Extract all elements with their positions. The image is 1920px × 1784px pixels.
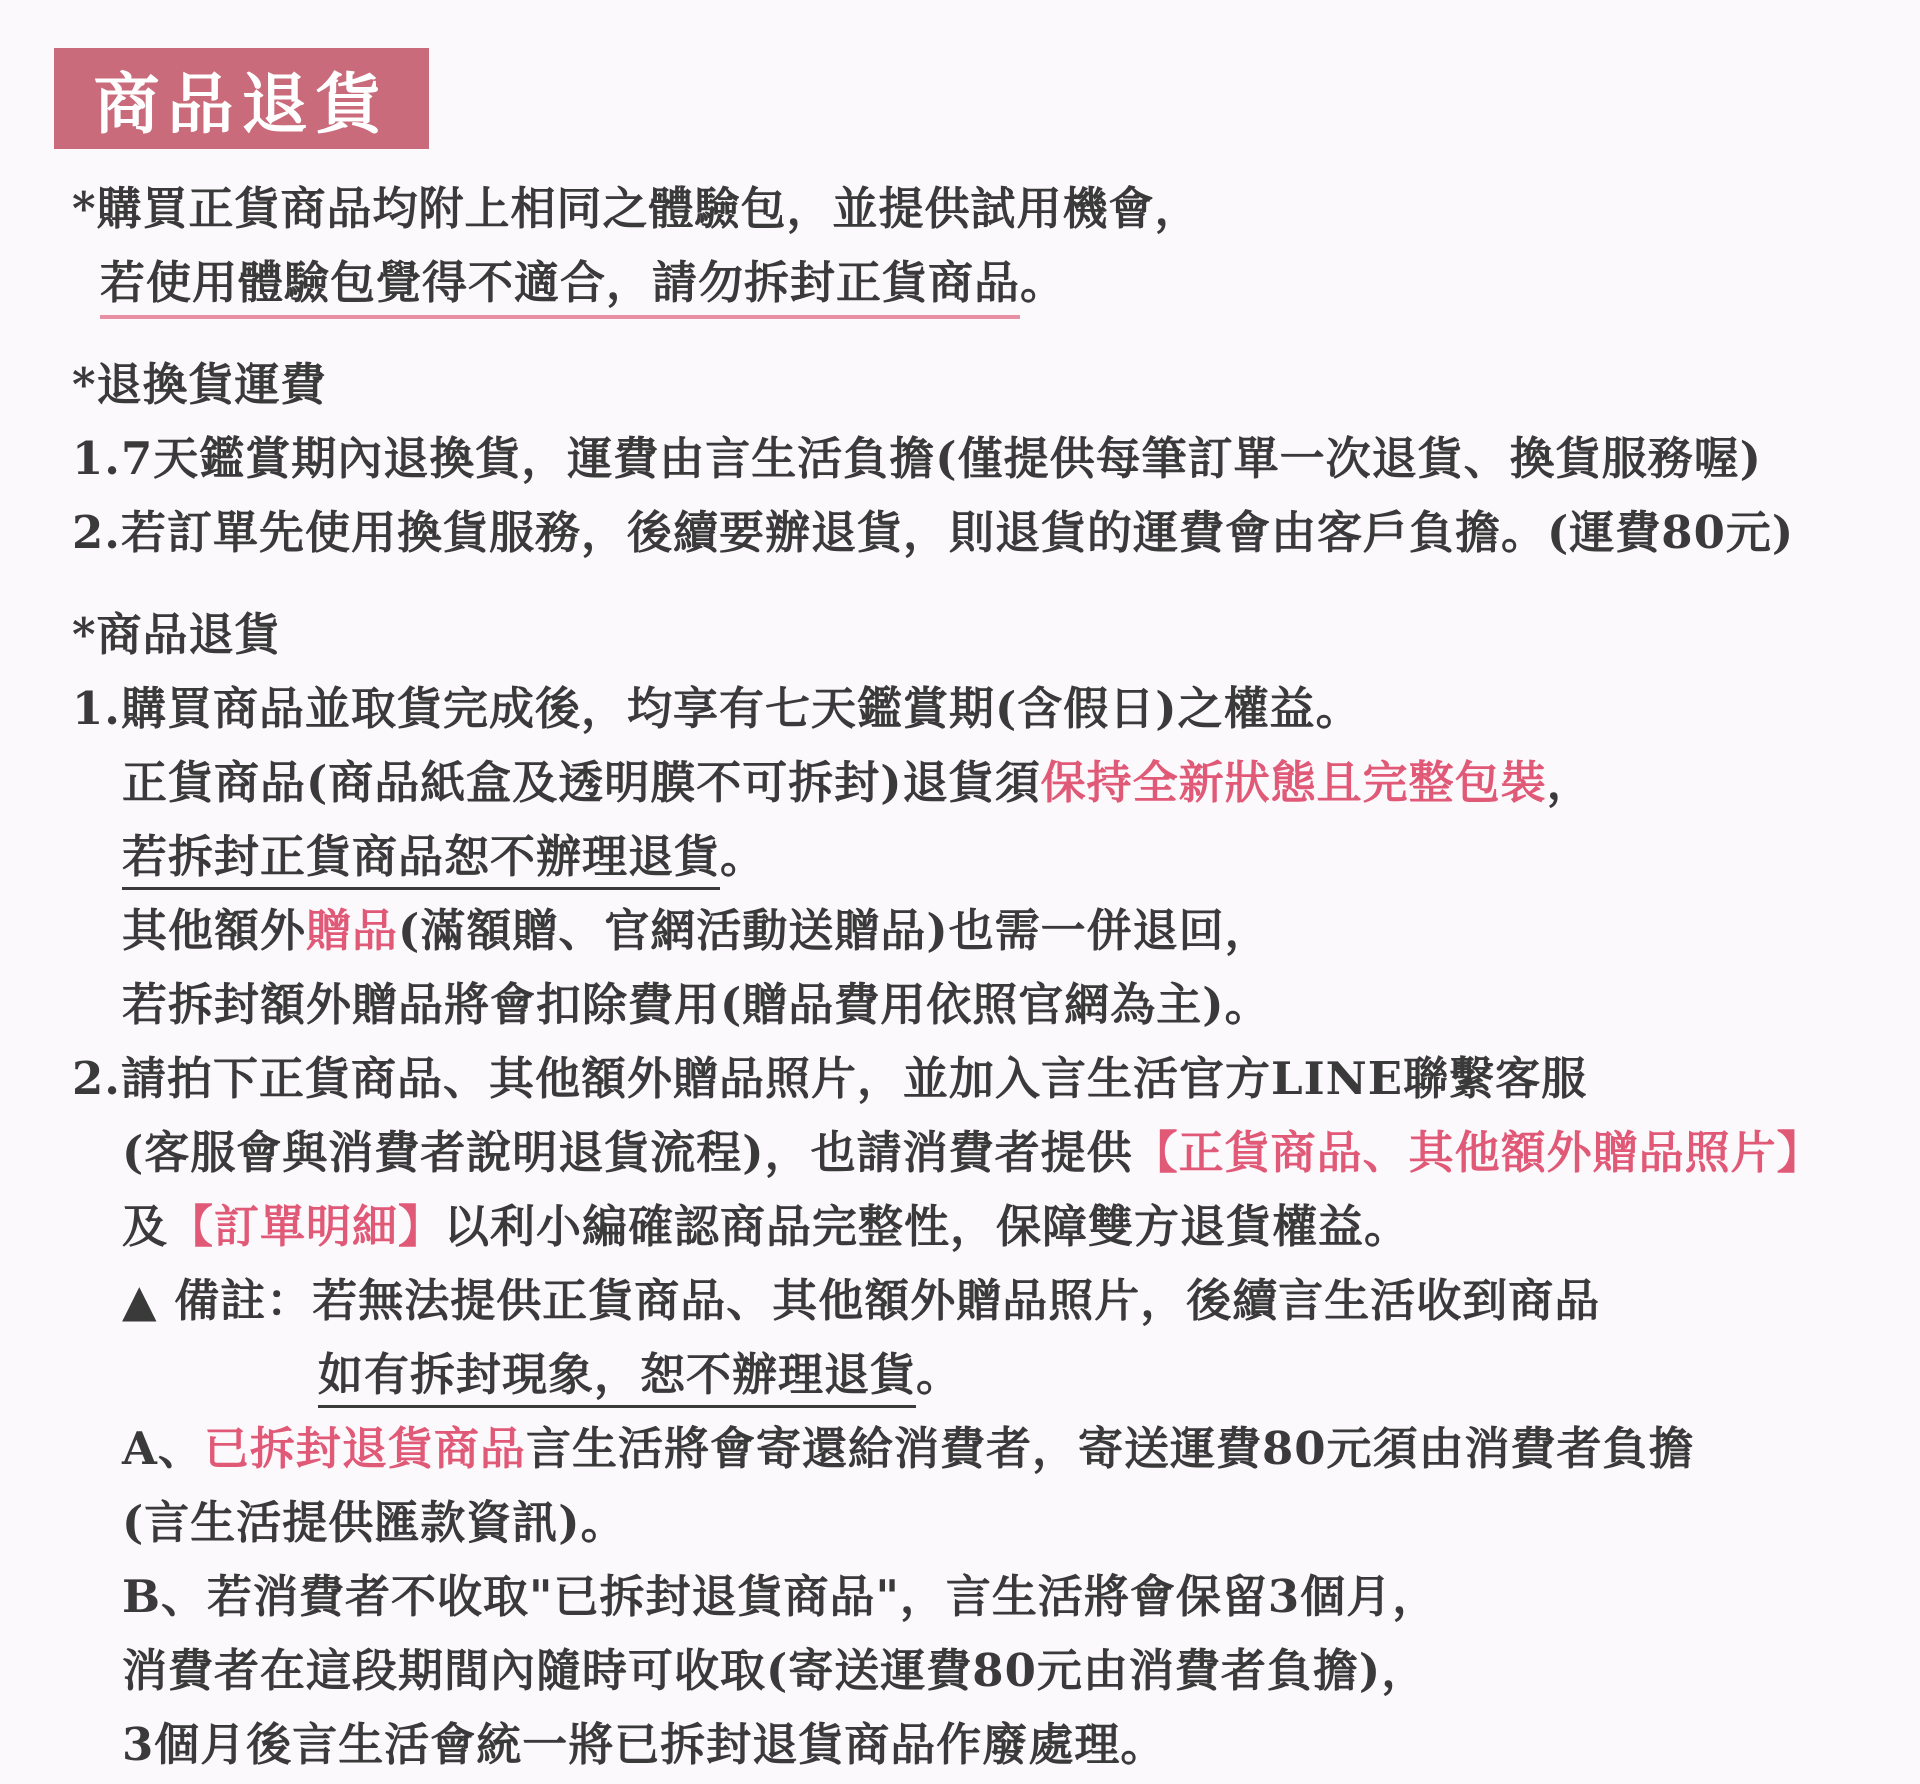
- intro-warning-underlined: 若使用體驗包覺得不適合，請勿拆封正貨商品: [100, 256, 1020, 319]
- option-b-line-3: 3個月後言生活會統一將已拆封退貨商品作廢處理。: [122, 1718, 1167, 1771]
- intro-line-1: *購買正貨商品均附上相同之體驗包，並提供試用機會，: [72, 182, 1201, 235]
- highlight-condition: 保持全新狀態且完整包裝: [1040, 756, 1547, 809]
- option-a-line-1: A、已拆封退貨商品言生活將會寄還給消費者，寄送運費80元須由消費者負擔: [122, 1422, 1695, 1475]
- highlight-gift: 贈品: [306, 904, 399, 957]
- intro-line-2: 若使用體驗包覺得不適合，請勿拆封正貨商品。: [72, 246, 1890, 320]
- shipping-heading: *退換貨運費: [72, 358, 327, 411]
- return-policy-content: [72, 172, 1890, 1782]
- returns-p1-line-1: 1.購買商品並取貨完成後，均享有七天鑑賞期(含假日)之權益。: [72, 682, 1362, 735]
- section-title-banner: [54, 48, 429, 149]
- option-b-line-1: B、若消費者不收取"已拆封退貨商品"，言生活將會保留3個月，: [122, 1570, 1439, 1623]
- returns-p1-line-3: 若拆封正貨商品恕不辦理退貨。: [72, 820, 1890, 894]
- returns-p1-line-5: 若拆封額外贈品將會扣除費用(贈品費用依照官網為主)。: [122, 978, 1271, 1031]
- highlight-photos: 【正貨商品、其他額外贈品照片】: [1132, 1126, 1823, 1179]
- note-line-1: ▲ 備註：若無法提供正貨商品、其他額外贈品照片，後續言生活收到商品: [122, 1274, 1601, 1327]
- option-b-line-2: 消費者在這段期間內隨時可收取(寄送運費80元由消費者負擔)，: [122, 1644, 1428, 1697]
- returns-p2-line-1: 2.請拍下正貨商品、其他額外贈品照片，並加入言生活官方LINE聯繫客服: [72, 1052, 1588, 1105]
- shipping-item-2: 2.若訂單先使用換貨服務，後續要辦退貨，則退貨的運費會由客戶負擔。(運費80元): [72, 506, 1795, 559]
- highlight-order-details: 【訂單明細】: [168, 1200, 445, 1253]
- highlight-opened-item: 已拆封退貨商品: [203, 1422, 526, 1475]
- returns-p1-line-4: 其他額外贈品(滿額贈、官網活動送贈品)也需一併退回，: [122, 904, 1271, 957]
- shipping-item-1: 1.7天鑑賞期內退換貨，運費由言生活負擔(僅提供每筆訂單一次退貨、換貨服務喔): [72, 432, 1762, 485]
- note-line-2: 如有拆封現象，恕不辦理退貨。: [72, 1338, 1890, 1412]
- returns-heading: *商品退貨: [72, 608, 281, 661]
- option-a-line-2: (言生活提供匯款資訊)。: [122, 1496, 627, 1549]
- returns-p1-line-2: 正貨商品(商品紙盒及透明膜不可拆封)退貨須保持全新狀態且完整包裝，: [122, 756, 1593, 809]
- returns-p2-line-2: (客服會與消費者說明退貨流程)，也請消費者提供【正貨商品、其他額外贈品照片】: [122, 1126, 1823, 1179]
- returns-p2-line-3: 及【訂單明細】以利小編確認商品完整性，保障雙方退貨權益。: [122, 1200, 1411, 1253]
- section-title: 商品退貨: [93, 65, 390, 143]
